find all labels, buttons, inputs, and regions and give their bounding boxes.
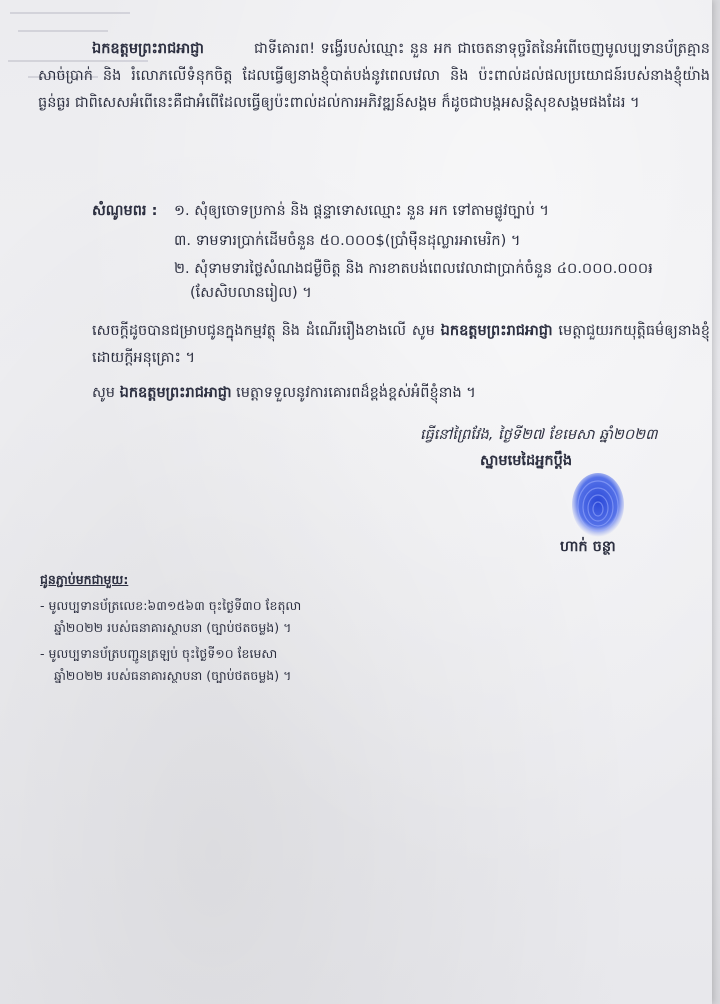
intro-paragraph: ជាទីគោរព! ទង្វើរបស់ឈ្មោះ នួន អក ជាចេតនាទុច្ចរិតនៃអំពើចេញមូលប្បទានប័ត្រគ្មានសាច់ប្រាក់ និង រំលោភលើទំនុកចិត្ត ដែលធ្វើឲ្យនាងខ្ញុំបាត់បង់នូវពេលវេលា និង ប៉ះពាល់ដល់ផលប្រយោជន៍របស់នាងខ្ញុំយ៉ាងធ្ងន់ធ្ងរ ជាពិសេសអំពើនេះគឺជាអំពើដែលធ្វើឲ្យប៉ះពាល់ដល់ការអភិវឌ្ឍន៍សង្គម ក៏ដូចជាបង្កអសន្តិសុខសង្គមផងដែរ ។ (38, 41, 710, 111)
request-item-1: ១. សុំឲ្យចោទប្រកាន់ និង ផ្តន្ទាទោសឈ្មោះ នួន អក ទៅតាមផ្លូវច្បាប់ ។ (174, 203, 549, 219)
attachment-1-line2: ឆ្នាំ២០២២ របស់ធនាគារស្ថាបនា (ច្បាប់ថតចម្លង) ។ (54, 620, 292, 635)
attachments-heading: ជូនភ្ជាប់មកជាមួយ: (40, 572, 129, 587)
attachment-2-line2: ឆ្នាំ២០២២ របស់ធនាគារស្ថាបនា (ច្បាប់ថតចម្លង) ។ (54, 668, 292, 683)
request-item-3: ៣. ទាមទារប្រាក់ដើមចំនួន ៥០.០០០$(ប្រាំម៉ឺនដុល្លារអាមេរិក) ។ (174, 233, 521, 249)
conclusion-paragraph: សេចក្តីដូចបានជម្រាបជូនក្នុងកម្មវត្ថុ និង ដំណើររឿងខាងលើ សូម ឯកឧត្តមព្រះរាជអាជ្ញា មេត្តាជួយរកយុត្តិធម៌ឲ្យនាងខ្ញុំដោយក្តីអនុគ្រោះ ។ (92, 323, 710, 366)
closing-line: សូម ឯកឧត្តមព្រះរាជអាជ្ញា មេត្តាទទួលនូវការគោរពដ៏ខ្ពង់ខ្ពស់អំពីខ្ញុំនាង ។ (92, 385, 476, 401)
signature-label: ស្នាមមេដៃអ្នកប្តឹង (480, 453, 573, 469)
signer-name: ហាក់ ចន្ថា (560, 539, 616, 555)
attachment-2-line1: - មូលប្បទានប័ត្របញ្ជូនត្រឡប់ ចុះថ្ងៃទី១០ ខែមេសា (40, 646, 278, 661)
request-item-2-line2: (សែសិបលានរៀល) ។ (190, 285, 312, 301)
fingerprint-icon (568, 470, 628, 540)
attachment-1-line1: - មូលប្បទានប័ត្រលេខ:៦៣១៥៦៣ ចុះថ្ងៃទី៣០ ខែតុលា (40, 598, 302, 613)
request-label: សំណូមពរ : (92, 203, 158, 219)
request-item-2-line1: ២. សុំទាមទារថ្លៃសំណងជម្ងឺចិត្ត និង ការខាតបង់ពេលវេលាជាប្រាក់ចំនួន ៤០.០០០.០០០៛ (174, 261, 653, 277)
intro-heading: ឯកឧត្តមព្រះរាជអាជ្ញា (92, 41, 204, 57)
date-line: ធ្វើនៅព្រៃវែង, ថ្ងៃទី២៧ ខែមេសា ឆ្នាំ២០២៣ (420, 427, 658, 443)
